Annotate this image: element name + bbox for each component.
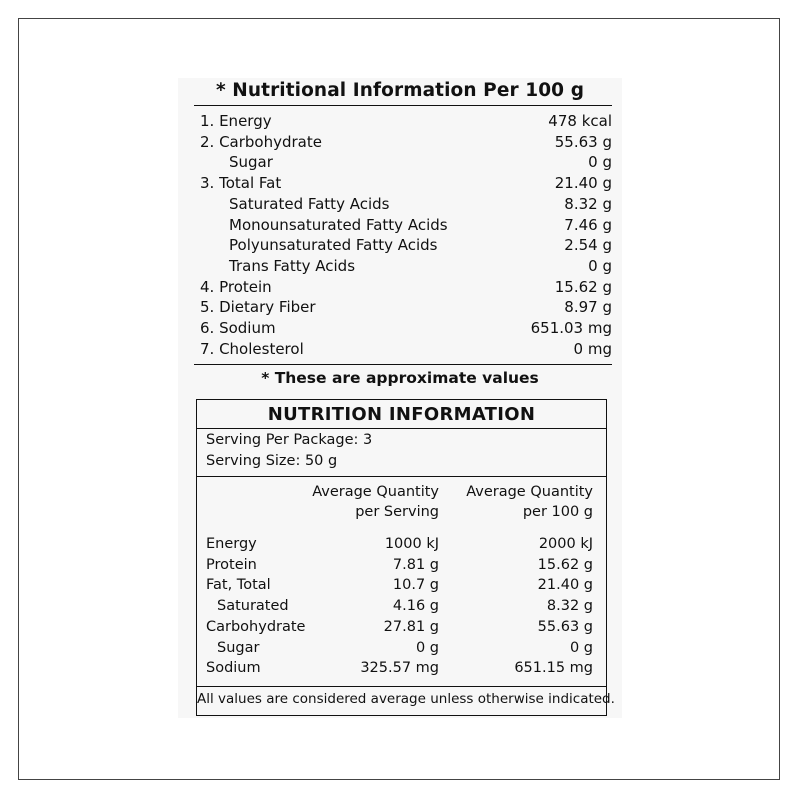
per-serving-value: 1000 kJ bbox=[384, 536, 439, 552]
nutrient-row bbox=[200, 194, 612, 214]
col-per-serving-line2: per Serving bbox=[355, 504, 439, 520]
row-nutrient-name: Energy bbox=[206, 536, 257, 552]
row-nutrient-name: Sugar bbox=[217, 639, 260, 656]
per-100g-value: 651.15 mg bbox=[514, 660, 593, 677]
nutrient-name: 6. Sodium bbox=[200, 319, 276, 337]
nutrient-value: 15.62 g bbox=[554, 277, 612, 296]
per-100g-value: 2000 kJ bbox=[538, 536, 593, 552]
nutrient-row bbox=[200, 318, 612, 338]
nutrient-name: Sugar bbox=[229, 153, 273, 172]
row-nutrient-name: Fat, Total bbox=[206, 577, 271, 594]
per-serving-value: 10.7 g bbox=[392, 577, 439, 594]
nutrient-value: 0 g bbox=[588, 153, 612, 172]
nutrient-row bbox=[200, 297, 612, 317]
nutrient-name: 2. Carbohydrate bbox=[200, 132, 322, 151]
per-serving-value: 7.81 g bbox=[392, 556, 439, 573]
per-100g-value: 21.40 g bbox=[537, 577, 593, 594]
table-row bbox=[197, 596, 606, 616]
nutrient-row bbox=[200, 132, 612, 152]
nutrient-value: 0 g bbox=[588, 256, 612, 275]
table-row bbox=[197, 638, 606, 658]
nutrient-value: 0 mg bbox=[573, 339, 612, 358]
row-nutrient-name: Saturated bbox=[217, 598, 289, 615]
nutrient-row bbox=[200, 339, 612, 359]
per-serving-value: 4.16 g bbox=[392, 598, 439, 615]
nutrient-row bbox=[200, 277, 612, 297]
average-values-footnote: All values are considered average unless otherwise indicated. bbox=[197, 691, 615, 707]
per-100g-value: 8.32 g bbox=[546, 598, 593, 615]
title-rule bbox=[194, 105, 612, 106]
nutrient-value: 21.40 g bbox=[554, 174, 612, 193]
nutrition-information-title: NUTRITION INFORMATION bbox=[267, 404, 536, 425]
per-serving-value: 0 g bbox=[415, 639, 439, 656]
row-nutrient-name: Sodium bbox=[206, 660, 261, 677]
nutrient-name: 7. Cholesterol bbox=[200, 339, 304, 358]
nutrient-row bbox=[200, 256, 612, 276]
serving-size: Serving Size: 50 g bbox=[206, 453, 338, 469]
nutrient-name: 4. Protein bbox=[200, 277, 272, 296]
nutrition-information-panel bbox=[196, 399, 615, 716]
nutrient-name: 3. Total Fat bbox=[200, 174, 282, 193]
table-row bbox=[197, 575, 606, 595]
nutrient-name: 1. Energy bbox=[200, 112, 272, 130]
table-row bbox=[197, 555, 606, 575]
col-per-serving-line1: Average Quantity bbox=[312, 484, 439, 500]
per-100g-value: 55.63 g bbox=[537, 618, 593, 635]
row-nutrient-name: Protein bbox=[206, 556, 257, 573]
serving-divider bbox=[197, 476, 606, 477]
nutrient-value: 55.63 g bbox=[554, 132, 612, 151]
nutrient-row bbox=[200, 152, 612, 172]
nutritional-info-title: * Nutritional Information Per 100 g bbox=[215, 80, 585, 101]
serving-per-package: Serving Per Package: 3 bbox=[206, 432, 373, 448]
per-100g-value: 0 g bbox=[569, 639, 593, 656]
nutrient-value: 2.54 g bbox=[564, 236, 612, 255]
per-serving-value: 27.81 g bbox=[383, 618, 439, 635]
nutrient-value: 651.03 mg bbox=[530, 319, 612, 337]
footnote-divider bbox=[197, 686, 606, 687]
approximate-values-note: * These are approximate values bbox=[261, 369, 539, 387]
row-nutrient-name: Carbohydrate bbox=[206, 618, 306, 635]
list-bottom-rule bbox=[194, 364, 612, 365]
nutrient-name: Monounsaturated Fatty Acids bbox=[229, 215, 448, 234]
nutrient-name: Trans Fatty Acids bbox=[229, 256, 356, 275]
table-row bbox=[197, 534, 606, 554]
nutrient-name: Saturated Fatty Acids bbox=[229, 194, 390, 213]
table-row bbox=[197, 617, 606, 637]
nutrient-row bbox=[200, 235, 612, 255]
nutrient-value: 8.32 g bbox=[564, 194, 612, 213]
nutrient-value: 8.97 g bbox=[564, 298, 612, 317]
nutrient-row bbox=[200, 215, 612, 235]
col-per-100g-line1: Average Quantity bbox=[466, 484, 593, 500]
table-row bbox=[197, 658, 606, 678]
per-serving-value: 325.57 mg bbox=[360, 660, 439, 677]
nutrient-row bbox=[200, 173, 612, 193]
nutrient-value: 7.46 g bbox=[564, 215, 612, 234]
nutrient-name: 5. Dietary Fiber bbox=[200, 298, 316, 317]
nutrient-row bbox=[200, 111, 612, 131]
title-divider bbox=[197, 428, 606, 429]
nutrient-name: Polyunsaturated Fatty Acids bbox=[229, 236, 438, 255]
per-100g-value: 15.62 g bbox=[537, 556, 593, 573]
nutrient-value: 478 kcal bbox=[548, 112, 612, 130]
col-per-100g-line2: per 100 g bbox=[522, 504, 593, 520]
